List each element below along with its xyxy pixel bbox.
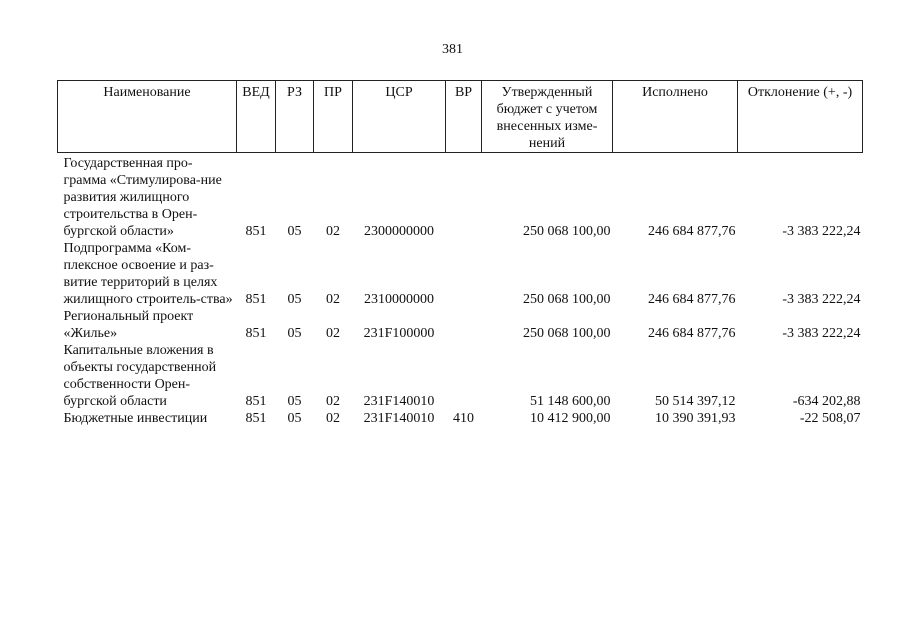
- row-csr: 231F140010: [363, 411, 435, 426]
- row-executed: 10 390 391,93: [655, 411, 736, 426]
- row-ved: 851: [245, 224, 267, 239]
- row-budget: 250 068 100,00: [523, 224, 611, 239]
- row-ved: 851: [245, 326, 267, 341]
- row-budget: 250 068 100,00: [523, 292, 611, 307]
- page-number: 381: [442, 42, 463, 57]
- row-vr: 410: [453, 411, 474, 426]
- row-pr: 02: [326, 292, 340, 307]
- budget-execution-table: [57, 80, 863, 427]
- row-vr: [446, 153, 482, 241]
- row-pr: 02: [326, 224, 340, 239]
- row-budget: 10 412 900,00: [530, 411, 611, 426]
- row-csr: 231F100000: [363, 326, 435, 341]
- row-csr: 231F140010: [363, 394, 435, 409]
- row-executed: 246 684 877,76: [648, 224, 736, 239]
- row-executed: 246 684 877,76: [648, 292, 736, 307]
- row-rz: 05: [287, 411, 302, 426]
- row-name: Государственная про-грамма «Стимулирова-ние развития жилищного строительства в Орен-бургской области»: [63, 156, 222, 239]
- row-deviation: -3 383 222,24: [782, 292, 861, 307]
- header-vr: ВР: [446, 81, 482, 153]
- header-budget: Утвержденный бюджет с учетом внесенных изме-нений: [482, 81, 613, 153]
- row-csr: 2300000000: [364, 224, 434, 239]
- row-name: Подпрограмма «Ком-плексное освоение и раз-витие территорий в целях жилищного строитель-ства»: [63, 241, 233, 307]
- row-csr: 2310000000: [364, 292, 434, 307]
- row-pr: 02: [326, 411, 340, 426]
- row-name: Региональный проект «Жилье»: [63, 309, 194, 341]
- row-rz: 05: [287, 326, 302, 341]
- row-executed: 50 514 397,12: [655, 394, 736, 409]
- row-deviation: -3 383 222,24: [782, 326, 861, 341]
- row-deviation: -634 202,88: [792, 394, 861, 409]
- table-row: [58, 153, 863, 241]
- row-vr: [446, 240, 482, 308]
- row-ved: 851: [245, 411, 267, 426]
- row-pr: 02: [326, 326, 340, 341]
- row-ved: 851: [245, 292, 267, 307]
- header-csr: ЦСР: [353, 81, 446, 153]
- table-row: [58, 410, 863, 427]
- header-name: Наименование: [58, 81, 237, 153]
- header-pr: ПР: [314, 81, 353, 153]
- header-executed: Исполнено: [613, 81, 738, 153]
- row-vr: [446, 308, 482, 342]
- row-deviation: -3 383 222,24: [782, 224, 861, 239]
- row-rz: 05: [287, 394, 302, 409]
- header-rz: РЗ: [276, 81, 314, 153]
- row-vr: [446, 342, 482, 410]
- row-executed: 246 684 877,76: [648, 326, 736, 341]
- table-header-row: [58, 81, 863, 153]
- row-budget: 51 148 600,00: [530, 394, 611, 409]
- row-ved: 851: [245, 394, 267, 409]
- table-row: [58, 240, 863, 308]
- header-deviation: Отклонение (+, -): [738, 81, 863, 153]
- header-ved: ВЕД: [237, 81, 276, 153]
- row-budget: 250 068 100,00: [523, 326, 611, 341]
- row-rz: 05: [287, 292, 302, 307]
- table-row: [58, 308, 863, 342]
- row-name: Капитальные вложения в объекты государственной собственности Орен-бургской области: [63, 343, 217, 409]
- row-rz: 05: [287, 224, 302, 239]
- row-pr: 02: [326, 394, 340, 409]
- row-name: Бюджетные инвестиции: [63, 411, 208, 426]
- row-deviation: -22 508,07: [799, 411, 861, 426]
- table-row: [58, 342, 863, 410]
